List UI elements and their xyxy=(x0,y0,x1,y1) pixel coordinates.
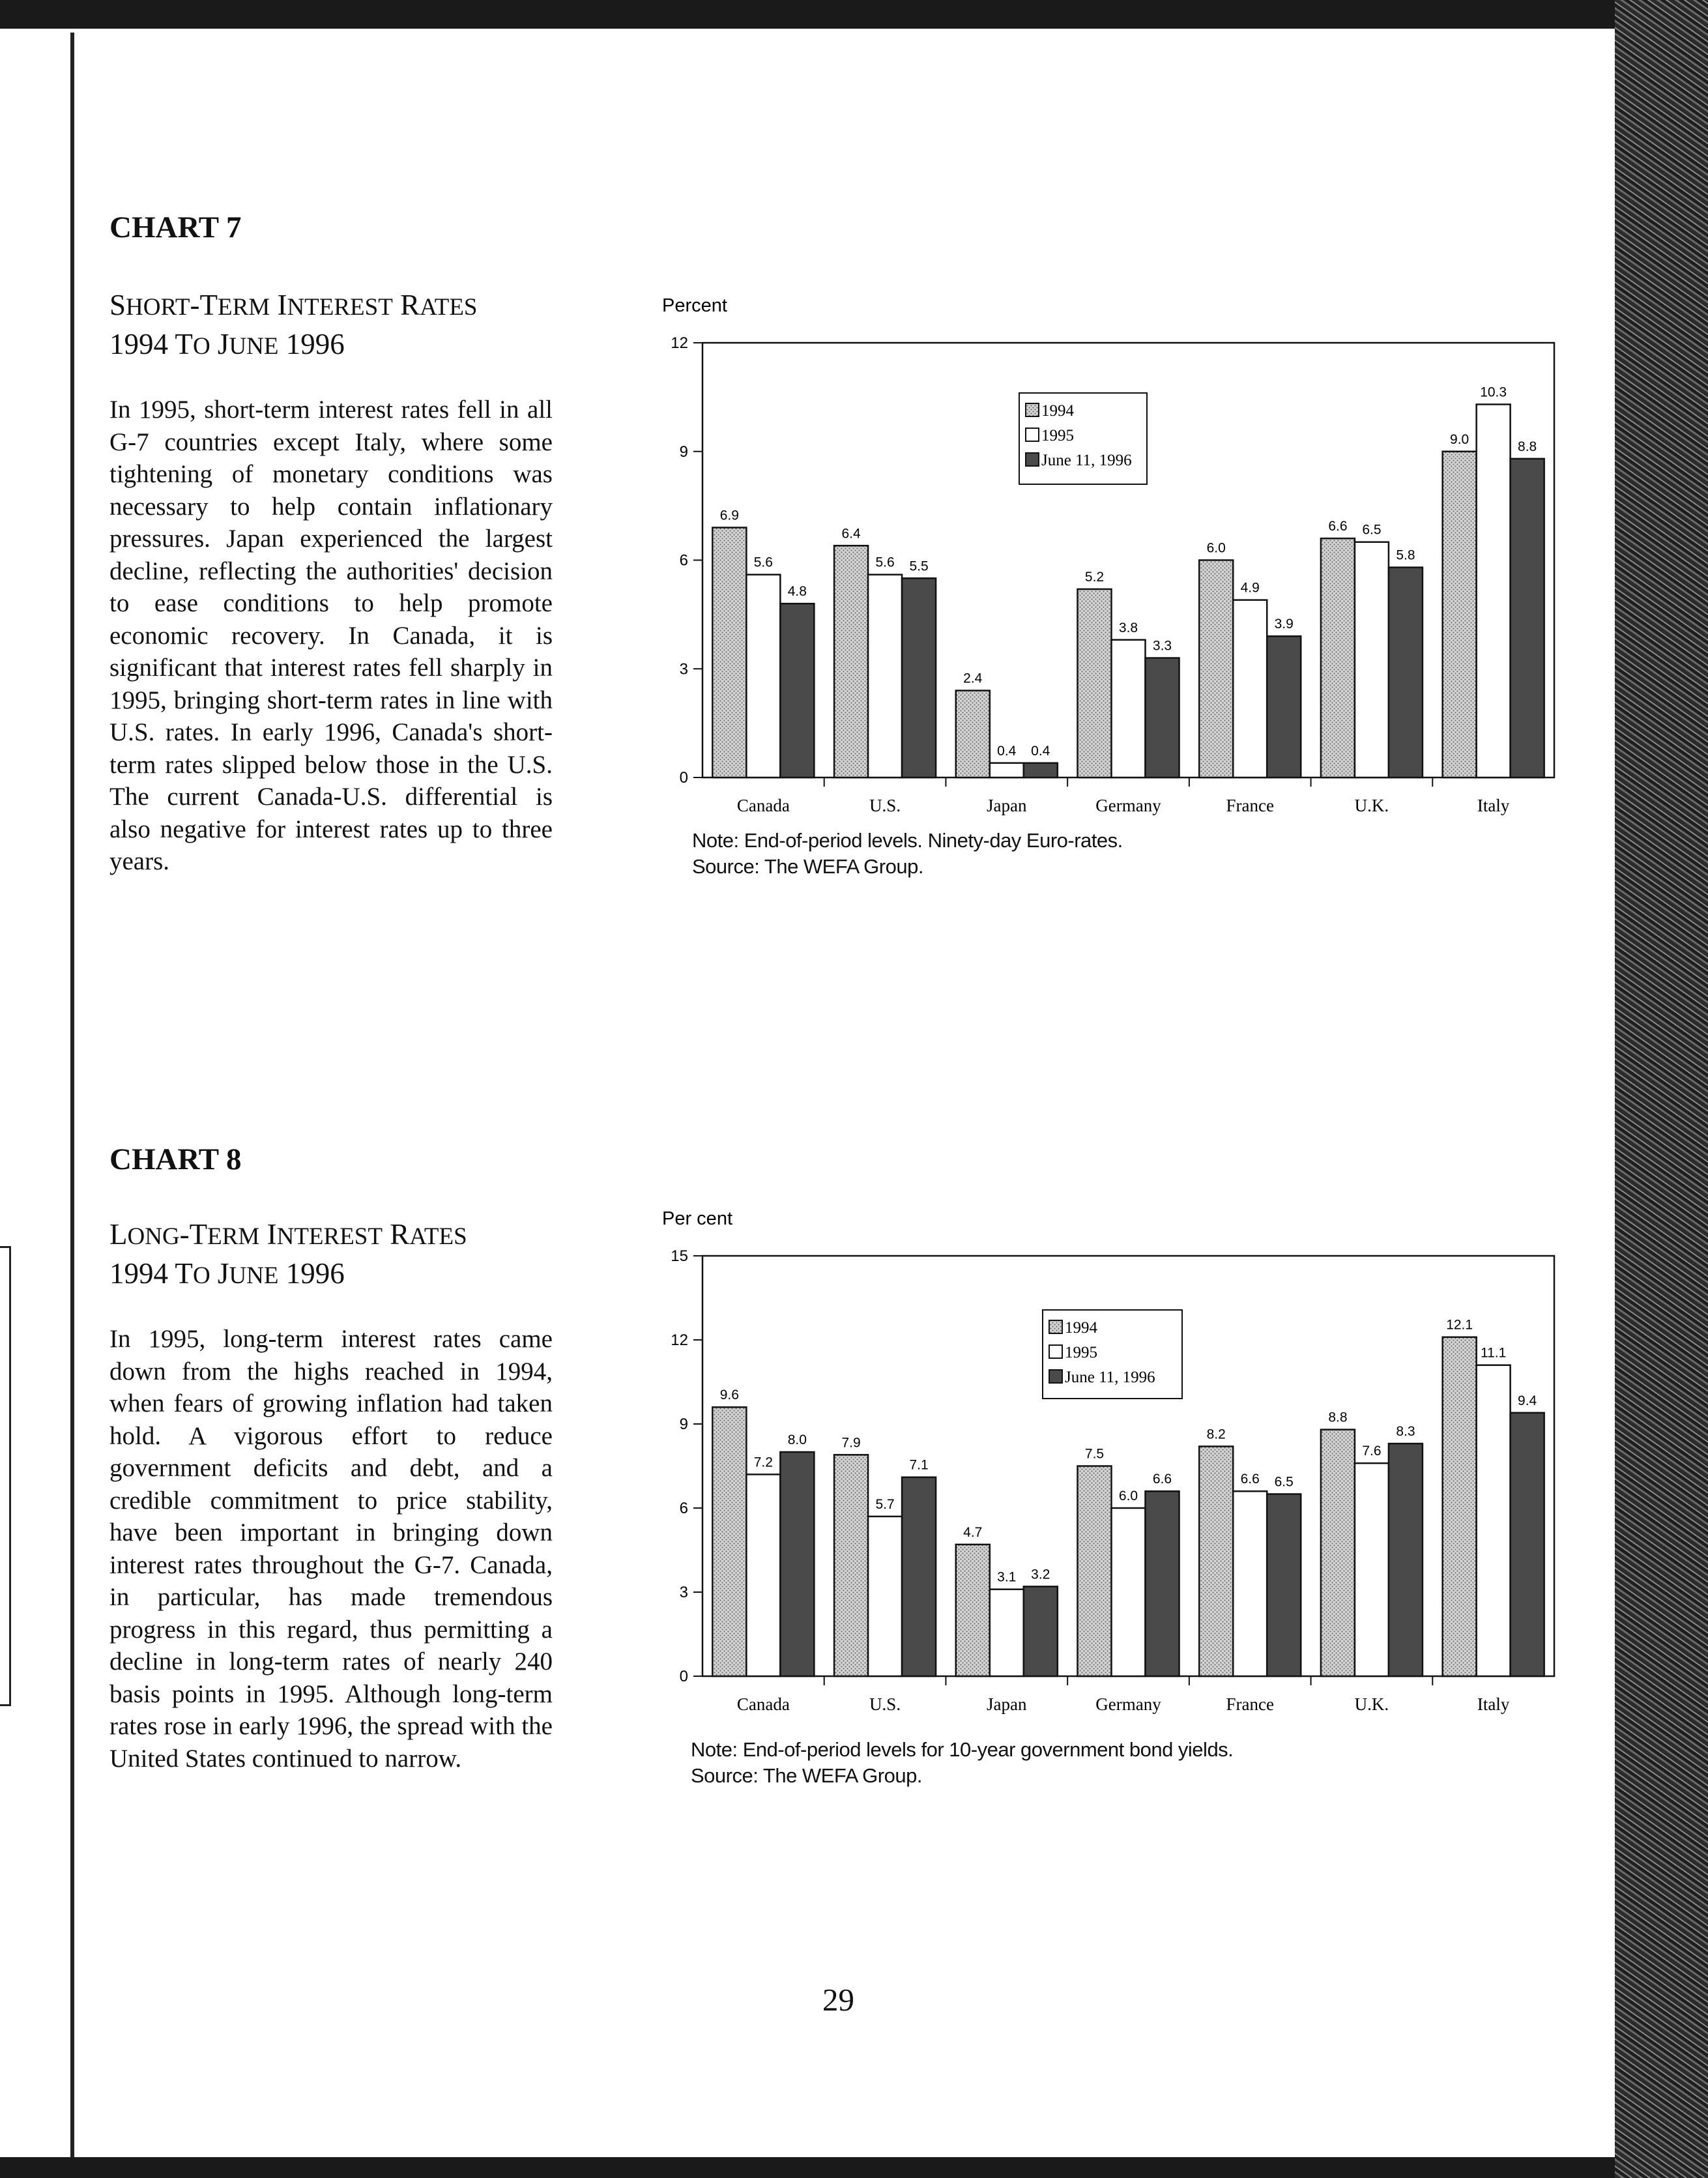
chart8-bar xyxy=(712,1407,746,1676)
chart8-heading: CHART 8 xyxy=(109,1142,242,1176)
chart8-category-label: U.K. xyxy=(1354,1694,1389,1714)
chart8-bar xyxy=(834,1455,868,1676)
chart7-y-axis-title: Percent xyxy=(662,295,727,316)
chart7-value-label: 0.4 xyxy=(997,743,1017,759)
chart7-title-line2: 1994 TO JUNE 1996 xyxy=(109,328,345,360)
chart7-category-label: Italy xyxy=(1477,796,1510,815)
chart8-note-line1: Note: End-of-period levels for 10-year government bond yields. xyxy=(691,1738,1234,1761)
chart7-legend-label: 1995 xyxy=(1041,427,1074,444)
chart8-bar xyxy=(1321,1430,1355,1676)
chart7-y-tick-label: 6 xyxy=(679,551,688,570)
chart8-value-label: 8.8 xyxy=(1328,1410,1348,1425)
chart8-value-label: 7.2 xyxy=(753,1455,773,1470)
chart8-value-label: 8.2 xyxy=(1206,1427,1226,1442)
chart8-category-label: Japan xyxy=(987,1694,1027,1714)
chart8-value-label: 3.1 xyxy=(997,1569,1017,1585)
chart8-title-line1: LONG-TERM INTEREST RATES xyxy=(109,1218,467,1251)
chart8-value-label: 12.1 xyxy=(1446,1317,1473,1333)
chart8-legend-swatch xyxy=(1049,1345,1062,1358)
chart8-value-label: 7.1 xyxy=(909,1457,929,1473)
chart7-value-label: 3.9 xyxy=(1274,617,1294,632)
chart8-bar xyxy=(780,1452,814,1676)
chart8-title-line2: 1994 TO JUNE 1996 xyxy=(109,1257,345,1290)
chart7-category-label: Germany xyxy=(1095,796,1161,815)
chart7-y-tick-label: 9 xyxy=(679,443,688,461)
chart8-bar xyxy=(956,1545,990,1676)
chart7-title-line1: SHORT-TERM INTEREST RATES xyxy=(109,289,478,321)
chart7-value-label: 6.0 xyxy=(1206,540,1226,556)
chart8-bar xyxy=(1146,1491,1180,1676)
chart8-value-label: 4.7 xyxy=(963,1524,983,1540)
chart7-value-label: 4.9 xyxy=(1240,580,1260,596)
chart7-value-label: 5.8 xyxy=(1396,547,1415,563)
chart7-value-label: 8.8 xyxy=(1518,439,1537,454)
chart8-category-label: Canada xyxy=(736,1694,790,1714)
chart8-value-label: 7.9 xyxy=(841,1435,861,1451)
chart8-y-axis-title: Per cent xyxy=(662,1208,732,1229)
chart7-value-label: 3.8 xyxy=(1118,620,1138,635)
chart8-bar xyxy=(746,1474,780,1676)
chart8-value-label: 6.6 xyxy=(1240,1472,1260,1487)
chart8-category-label: Germany xyxy=(1095,1694,1161,1714)
chart7-note xyxy=(692,828,1123,880)
chart7-value-label: 6.6 xyxy=(1328,519,1348,534)
chart8-value-label: 5.7 xyxy=(875,1496,895,1512)
chart8-value-label: 6.6 xyxy=(1152,1472,1172,1487)
chart8-bar xyxy=(1443,1337,1477,1676)
chart8-bar xyxy=(1511,1413,1544,1676)
chart8-legend-label: June 11, 1996 xyxy=(1065,1369,1155,1386)
chart8-value-label: 11.1 xyxy=(1480,1345,1507,1361)
page-number: 29 xyxy=(822,1982,854,2018)
chart8-value-label: 8.3 xyxy=(1396,1424,1415,1440)
chart7-value-label: 5.6 xyxy=(753,555,773,570)
chart7-value-label: 10.3 xyxy=(1480,385,1507,400)
chart8-value-label: 6.5 xyxy=(1274,1474,1294,1490)
chart7-legend-label: 1994 xyxy=(1041,402,1074,420)
chart8-value-label: 7.5 xyxy=(1084,1446,1105,1462)
chart7-category-label: U.K. xyxy=(1354,796,1389,815)
chart8-bar xyxy=(1078,1466,1112,1677)
chart8-value-label: 7.6 xyxy=(1362,1444,1382,1459)
chart8-bar xyxy=(1233,1491,1267,1676)
chart8-category-label: France xyxy=(1226,1694,1274,1714)
chart7-value-label: 5.6 xyxy=(875,555,895,570)
chart7-value-label: 0.4 xyxy=(1031,743,1050,759)
chart8-note xyxy=(691,1737,1233,1789)
chart8-bar xyxy=(1477,1365,1511,1676)
chart7-legend-label: June 11, 1996 xyxy=(1041,452,1132,469)
chart7-value-label: 6.5 xyxy=(1362,522,1382,538)
chart8-legend-swatch xyxy=(1049,1370,1062,1383)
chart7-value-label: 5.2 xyxy=(1084,569,1105,585)
chart8-bar xyxy=(1389,1444,1423,1676)
chart8-value-label: 9.6 xyxy=(719,1387,739,1403)
chart8-bar xyxy=(1112,1508,1146,1676)
chart7-value-label: 6.4 xyxy=(841,526,861,542)
chart7-source-line: Source: The WEFA Group. xyxy=(692,855,923,878)
chart7-y-tick-label: 12 xyxy=(671,334,688,352)
chart8-body-text: In 1995, long-term interest rates came down from the highs reached in 1994, when fears of growing inflation had taken hold. A vigorous effort to reduce government deficits and debt, and a credible commitment to price stability, have been important in bringing down interest rates throughout the G-7. Canada, in particular, has made tremendous progress in this regard, thus permitting a decline in long-term rates of nearly 240 basis points in 1995. Although long-term rates rose in early 1996, the spread with the United States continued to narrow. xyxy=(109,1325,553,1773)
chart7-heading: CHART 7 xyxy=(109,211,242,244)
chart8-y-tick-label: 9 xyxy=(679,1416,688,1433)
chart8-y-tick-label: 12 xyxy=(671,1331,688,1349)
chart8-bar xyxy=(1199,1446,1233,1676)
chart7-note-line1: Note: End-of-period levels. Ninety-day Euro-rates. xyxy=(692,829,1123,852)
chart8-category-label: Italy xyxy=(1477,1694,1510,1714)
chart8-bar xyxy=(990,1590,1024,1676)
chart8-legend-label: 1995 xyxy=(1065,1344,1097,1361)
chart7-value-label: 6.9 xyxy=(719,508,739,523)
chart7-value-label: 5.5 xyxy=(909,559,929,574)
chart7-body-text: In 1995, short-term interest rates fell in all G-7 countries except Italy, where some tightening of monetary conditions was necessary to help contain inflationary pressures. Japan experienced the largest decline, reflecting the authorities' decision to ease conditions to help promote economic recovery. In Canada, it is significant that interest rates fell sharply in 1995, bringing short-term rates in line with U.S. rates. In early 1996, Canada's short-term rates slipped below those in the U.S. The current Canada-U.S. differential is also negative for interest rates up to three years. xyxy=(109,396,553,875)
chart8-value-label: 8.0 xyxy=(787,1432,807,1447)
chart7-value-label: 9.0 xyxy=(1450,431,1469,447)
chart8-legend-label: 1994 xyxy=(1065,1319,1097,1337)
chart8-bar xyxy=(868,1517,902,1676)
chart8-y-tick-label: 0 xyxy=(679,1668,688,1685)
scan-border-bottom xyxy=(0,2157,1708,2178)
chart7-category-label: Canada xyxy=(736,796,790,815)
chart7-category-label: France xyxy=(1226,796,1274,815)
chart8-bar xyxy=(1355,1463,1389,1676)
chart8-source-line: Source: The WEFA Group. xyxy=(691,1764,922,1787)
chart8-y-tick-label: 6 xyxy=(679,1500,688,1517)
chart8-value-label: 9.4 xyxy=(1518,1393,1537,1408)
chart7-category-label: U.S. xyxy=(869,796,901,815)
chart7-value-label: 3.3 xyxy=(1152,638,1172,654)
chart8-bar xyxy=(902,1477,936,1676)
chart8-bar xyxy=(1267,1494,1301,1677)
chart8-legend-swatch xyxy=(1049,1320,1062,1333)
chart8-category-label: U.S. xyxy=(869,1694,901,1714)
chart7-category-label: Japan xyxy=(987,796,1027,815)
chart8-value-label: 6.0 xyxy=(1118,1488,1138,1503)
chart8-value-label: 3.2 xyxy=(1031,1567,1050,1582)
chart7-y-tick-label: 3 xyxy=(679,660,688,678)
chart8-bar xyxy=(1024,1586,1058,1676)
chart7-value-label: 4.8 xyxy=(787,584,807,600)
chart7-value-label: 2.4 xyxy=(963,671,983,686)
chart7-y-tick-label: 0 xyxy=(679,769,688,787)
chart8-y-tick-label: 15 xyxy=(671,1247,688,1265)
chart8-y-tick-label: 3 xyxy=(679,1584,688,1601)
